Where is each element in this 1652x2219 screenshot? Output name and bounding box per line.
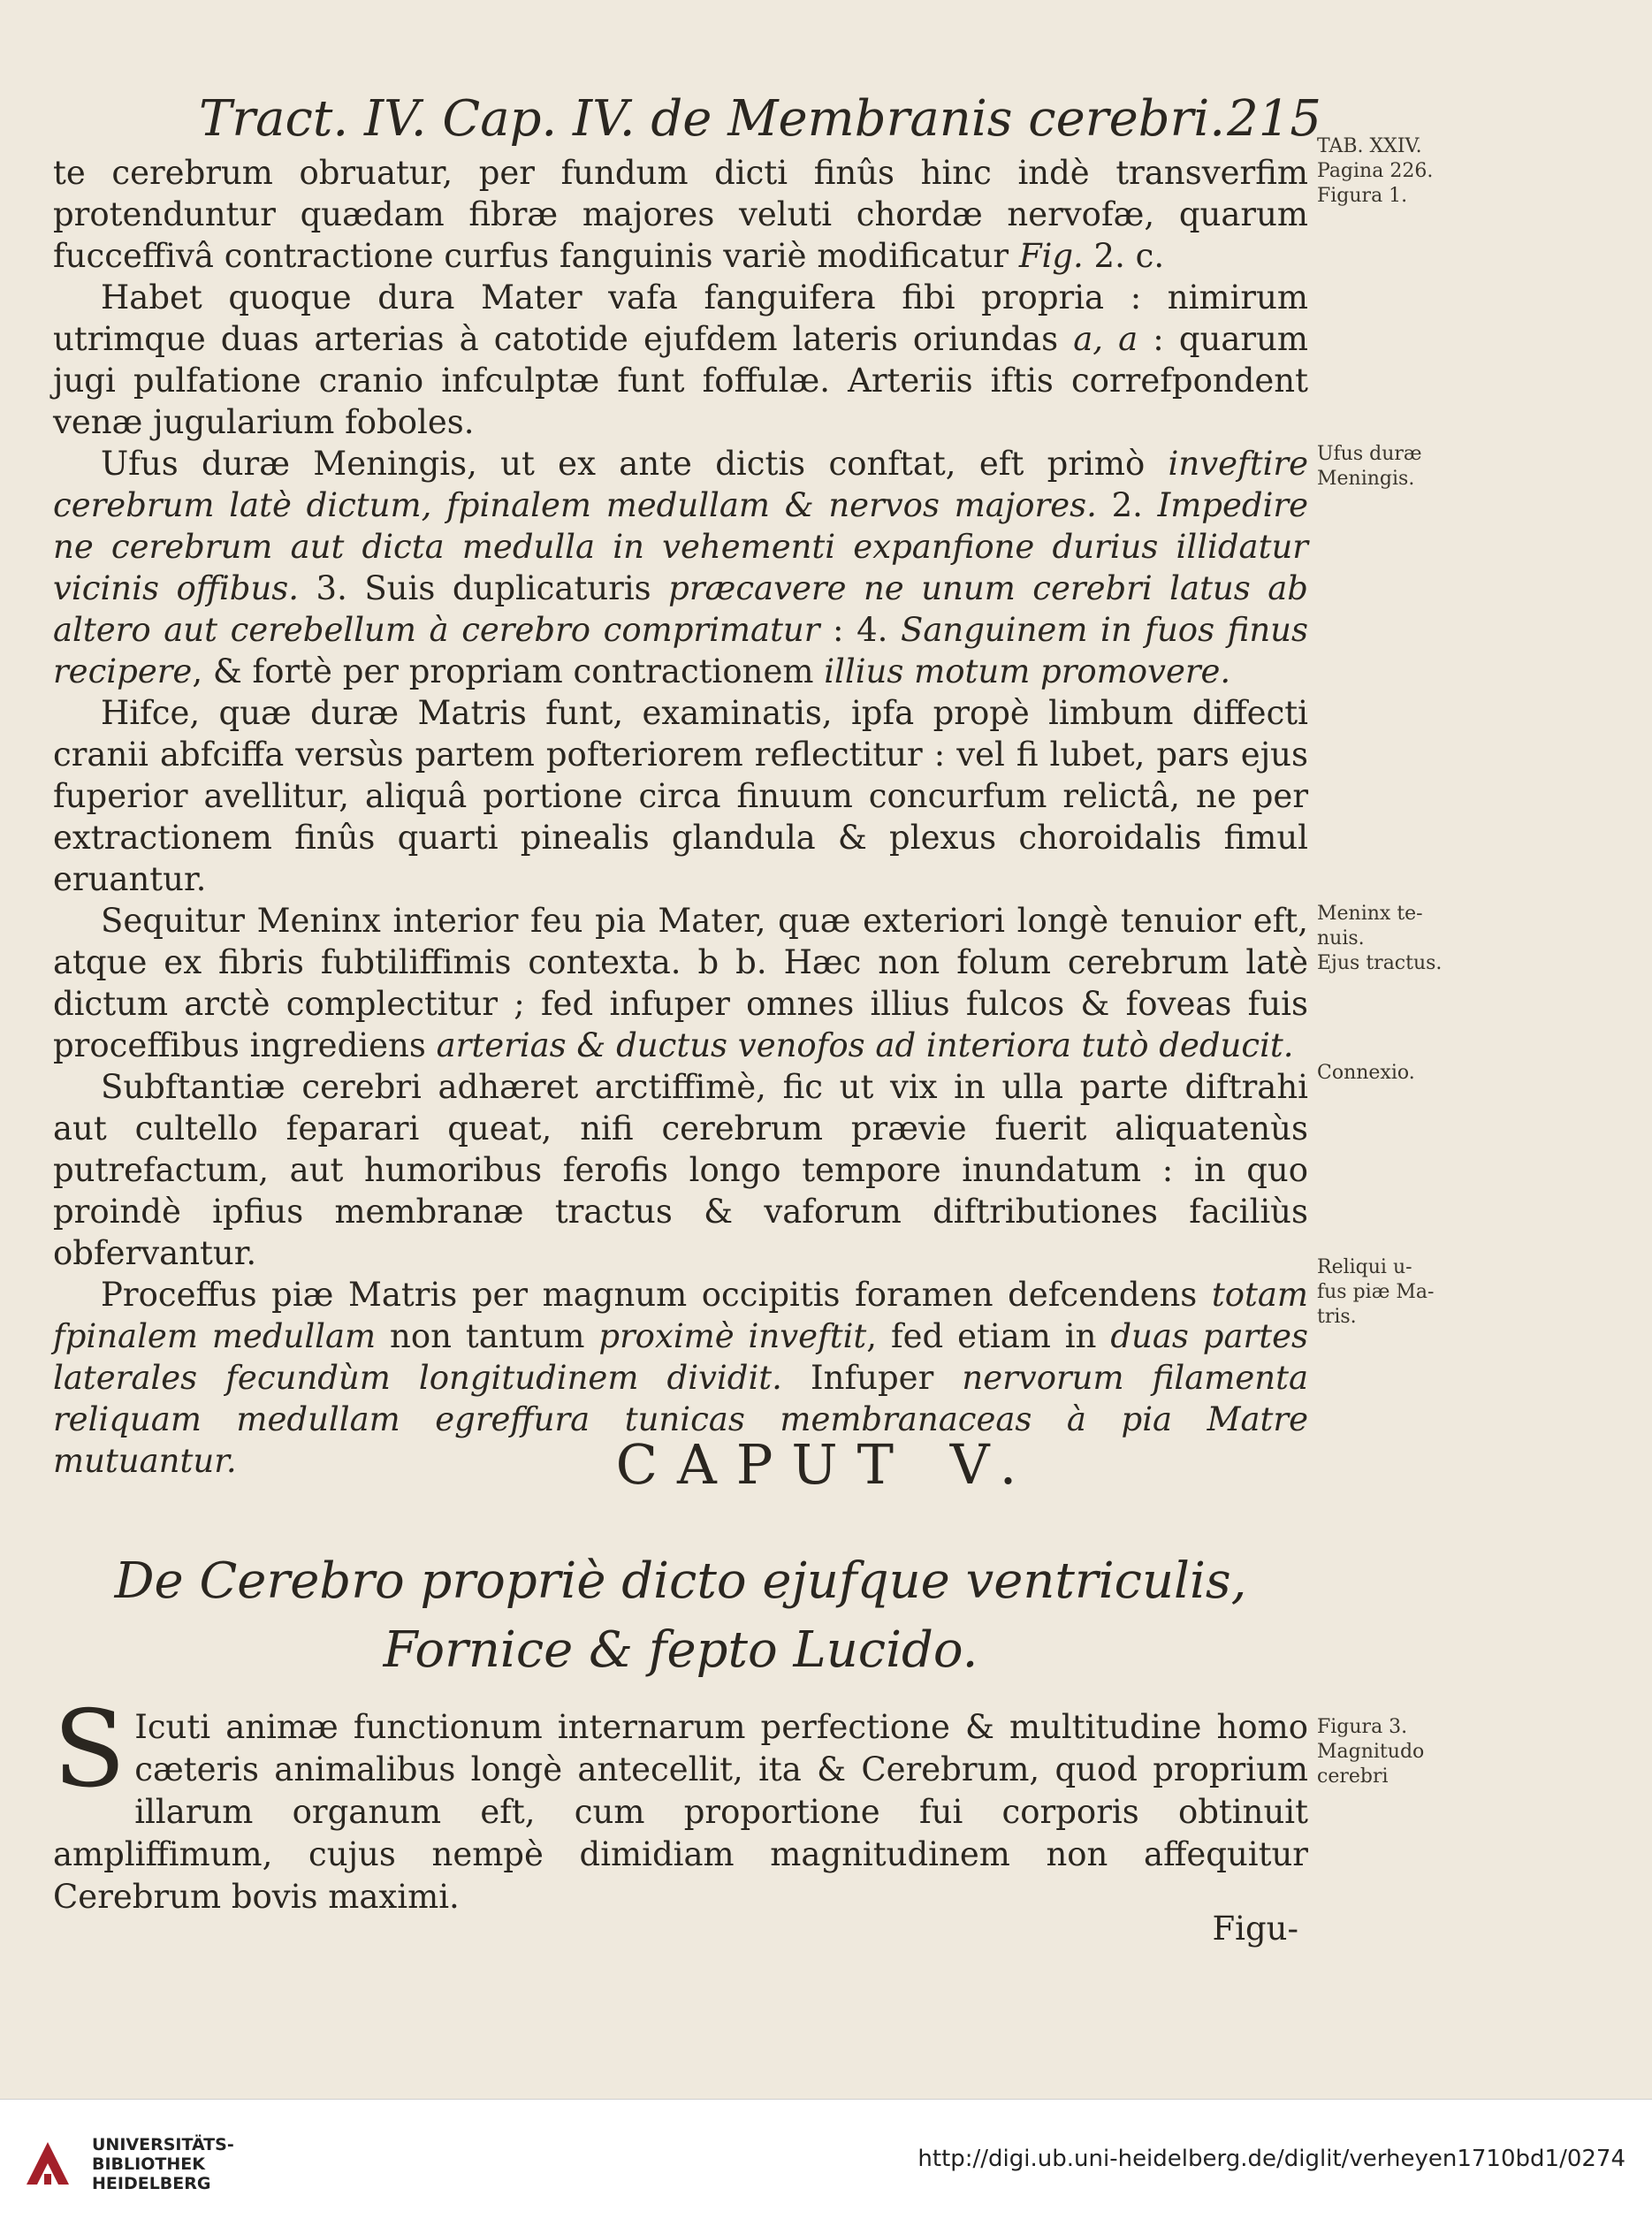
- italic-phrase: Impedire ne cerebrum aut dicta medulla in vehementi expanfione durius illidatur vicinis offibus.: [53, 486, 1308, 607]
- chapter-heading: CAPUT V.: [615, 1432, 1037, 1497]
- library-logo-icon: [19, 2133, 76, 2190]
- permalink-url[interactable]: http://digi.ub.uni-heidelberg.de/diglit/verheyen1710bd1/0274: [917, 2146, 1625, 2172]
- library-name-line: HEIDELBERG: [92, 2174, 211, 2193]
- italic-phrase: arterias & ductus venofos ad interiora tutò deducit.: [436, 1026, 1294, 1064]
- italic-phrase: totam fpinalem medullam: [53, 1276, 1308, 1355]
- opening-paragraph: [53, 1689, 1308, 1918]
- text-run: 2.: [1096, 486, 1158, 524]
- italic-phrase: Sanguinem in fuos finus recipere: [53, 611, 1308, 690]
- text-run: Infuper: [781, 1359, 963, 1397]
- margin-note-usus: [1317, 442, 1485, 492]
- opening-paragraph-text: Icuti animæ functionum internarum perfectione & multitudine homo cæteris animalibus longè antecellit, ita & Cerebrum, quod proprium illarum organum eft, cum proportione fui corporis obtinuit ampliffimum, cujus nempè dimidiam magnitudinem non affequitur Cerebrum bovis maximi.: [53, 1708, 1308, 1916]
- margin-note-meninx: [1317, 902, 1485, 976]
- italic-phrase: Fig.: [1018, 237, 1084, 275]
- text-run: 3. Suis duplicaturis: [299, 569, 669, 607]
- text-run: Subftantiæ cerebri adhæret arctiffimè, fic ut vix in ulla parte diftrahi aut cultello feparari queat, nifi cerebrum prævie fuerit aliquatenùs putrefactum, aut humoribus ferofis longo tempore inundatum : in quo proindè ipfius membranæ tractus & vaforum diftributiones faciliùs obfervantur.: [53, 1068, 1308, 1272]
- italic-phrase: præcavere ne unum cerebri latus ab altero aut cerebellum à cerebro comprimatur: [53, 569, 1308, 649]
- library-name-line: BIBLIOTHEK: [92, 2154, 205, 2174]
- chapter-subtitle-line-1: De Cerebro propriè dicto ejufque ventriculis,: [114, 1552, 1247, 1610]
- paragraph: [53, 900, 1308, 1066]
- text-run: , & fortè per propriam contractionem: [192, 652, 825, 690]
- page-number: 215: [1227, 90, 1321, 148]
- chapter-subtitle-line-2: Fornice & fepto Lucido.: [383, 1621, 978, 1679]
- text-run: Proceffus piæ Matris per magnum occipitis foramen defcendens: [101, 1276, 1212, 1314]
- chapter-subtitle: [53, 1547, 1308, 1685]
- italic-phrase: duas partes laterales fecundùm longitudinem dividit.: [53, 1317, 1308, 1397]
- text-run: Hifce, quæ duræ Matris funt, examinatis, ipfa propè limbum diffecti cranii abfciffa versùs partem pofteriorem reflectitur : vel fi lubet, pars ejus fuperior avellitur, aliquâ portione circa finuum concurfum relictâ, ne per extractionem finûs quarti pinealis glandula & plexus choroidalis fimul eruantur.: [53, 694, 1308, 898]
- margin-note-line: Ufus duræ: [1317, 443, 1422, 465]
- paragraph: [53, 692, 1308, 900]
- drop-cap: S: [53, 1689, 126, 1811]
- margin-note-line: Magnitudo: [1317, 1741, 1425, 1763]
- margin-note-line: fus piæ Ma-: [1317, 1281, 1435, 1303]
- margin-note-line: Connexio.: [1317, 1062, 1415, 1084]
- margin-note-line: tris.: [1317, 1306, 1357, 1328]
- margin-note-line: Meningis.: [1317, 468, 1415, 490]
- text-run: Habet quoque dura Mater vafa fanguifera fibi propria : nimirum utrimque duas arterias à catotide ejufdem lateris oriundas: [53, 278, 1308, 358]
- text-run: , fed etiam in: [866, 1317, 1111, 1355]
- italic-phrase: a, a: [1073, 320, 1138, 358]
- margin-note-line: Pagina 226.: [1317, 160, 1434, 182]
- italic-phrase: proximè inveftit: [598, 1317, 867, 1355]
- italic-phrase: illius motum promovere.: [824, 652, 1231, 690]
- margin-note-line: cerebri: [1317, 1765, 1389, 1788]
- catchword: Figu-: [1212, 1910, 1298, 1948]
- paragraph: [53, 277, 1308, 443]
- italic-phrase: inveftire cerebrum latè dictum, fpinalem medullam & nervos majores.: [53, 445, 1308, 524]
- paragraph: [53, 1066, 1308, 1274]
- paragraph: [53, 152, 1308, 277]
- text-run: Sequitur Meninx interior feu pia Mater, quæ exteriori longè tenuior eft, atque ex fibris fubtiliffimis contexta. b b. Hæc non folum cerebrum latè dictum arctè complectitur ; fed infuper omnes illius fulcos & foveas fuis proceffibus ingrediens: [53, 902, 1308, 1064]
- viewer-footer: [0, 2099, 1652, 2219]
- italic-phrase: nervorum filamenta reliquam medullam egreffura tunicas membranaceas à pia Matre mutuantur.: [53, 1359, 1309, 1480]
- paragraph: [53, 443, 1308, 692]
- running-header: [199, 88, 1321, 150]
- margin-note-connexio: [1317, 1061, 1485, 1086]
- text-run: Ufus duræ Meningis, ut ex ante dictis conftat, eft primò: [101, 445, 1169, 483]
- margin-note-line: TAB. XXIV.: [1317, 135, 1422, 157]
- margin-note-line: Reliqui u-: [1317, 1256, 1412, 1278]
- margin-note-line: Meninx te-: [1317, 903, 1423, 925]
- margin-note-figura: [1317, 1715, 1485, 1789]
- library-name: [92, 2135, 234, 2193]
- text-run: non tantum: [376, 1317, 599, 1355]
- library-name-line: UNIVERSITÄTS-: [92, 2135, 234, 2154]
- margin-note-tab: [1317, 134, 1485, 209]
- margin-note-line: Figura 1.: [1317, 185, 1408, 207]
- margin-note-line: Figura 3.: [1317, 1716, 1408, 1738]
- margin-note-line: Ejus tractus.: [1317, 952, 1443, 974]
- text-run: te cerebrum obruatur, per fundum dicti finûs hinc indè transverfim protenduntur quædam fibræ majores veluti chordæ nervofæ, quarum fucceffivâ contractione curfus fanguinis variè modificatur: [53, 154, 1308, 275]
- text-run: 2. c.: [1083, 237, 1165, 275]
- text-run: : quarum jugi pulfatione cranio infculptæ funt foffulæ. Arteriis iftis correfpondent venæ jugularium foboles.: [53, 320, 1308, 441]
- body-text: [53, 152, 1308, 1482]
- margin-note-reliqui: [1317, 1255, 1485, 1330]
- margin-note-line: nuis.: [1317, 927, 1365, 949]
- chapter-opening: [53, 1689, 1308, 1918]
- text-run: : 4.: [819, 611, 902, 649]
- running-title: Tract. IV. Cap. IV. de Membranis cerebri.: [199, 90, 1226, 148]
